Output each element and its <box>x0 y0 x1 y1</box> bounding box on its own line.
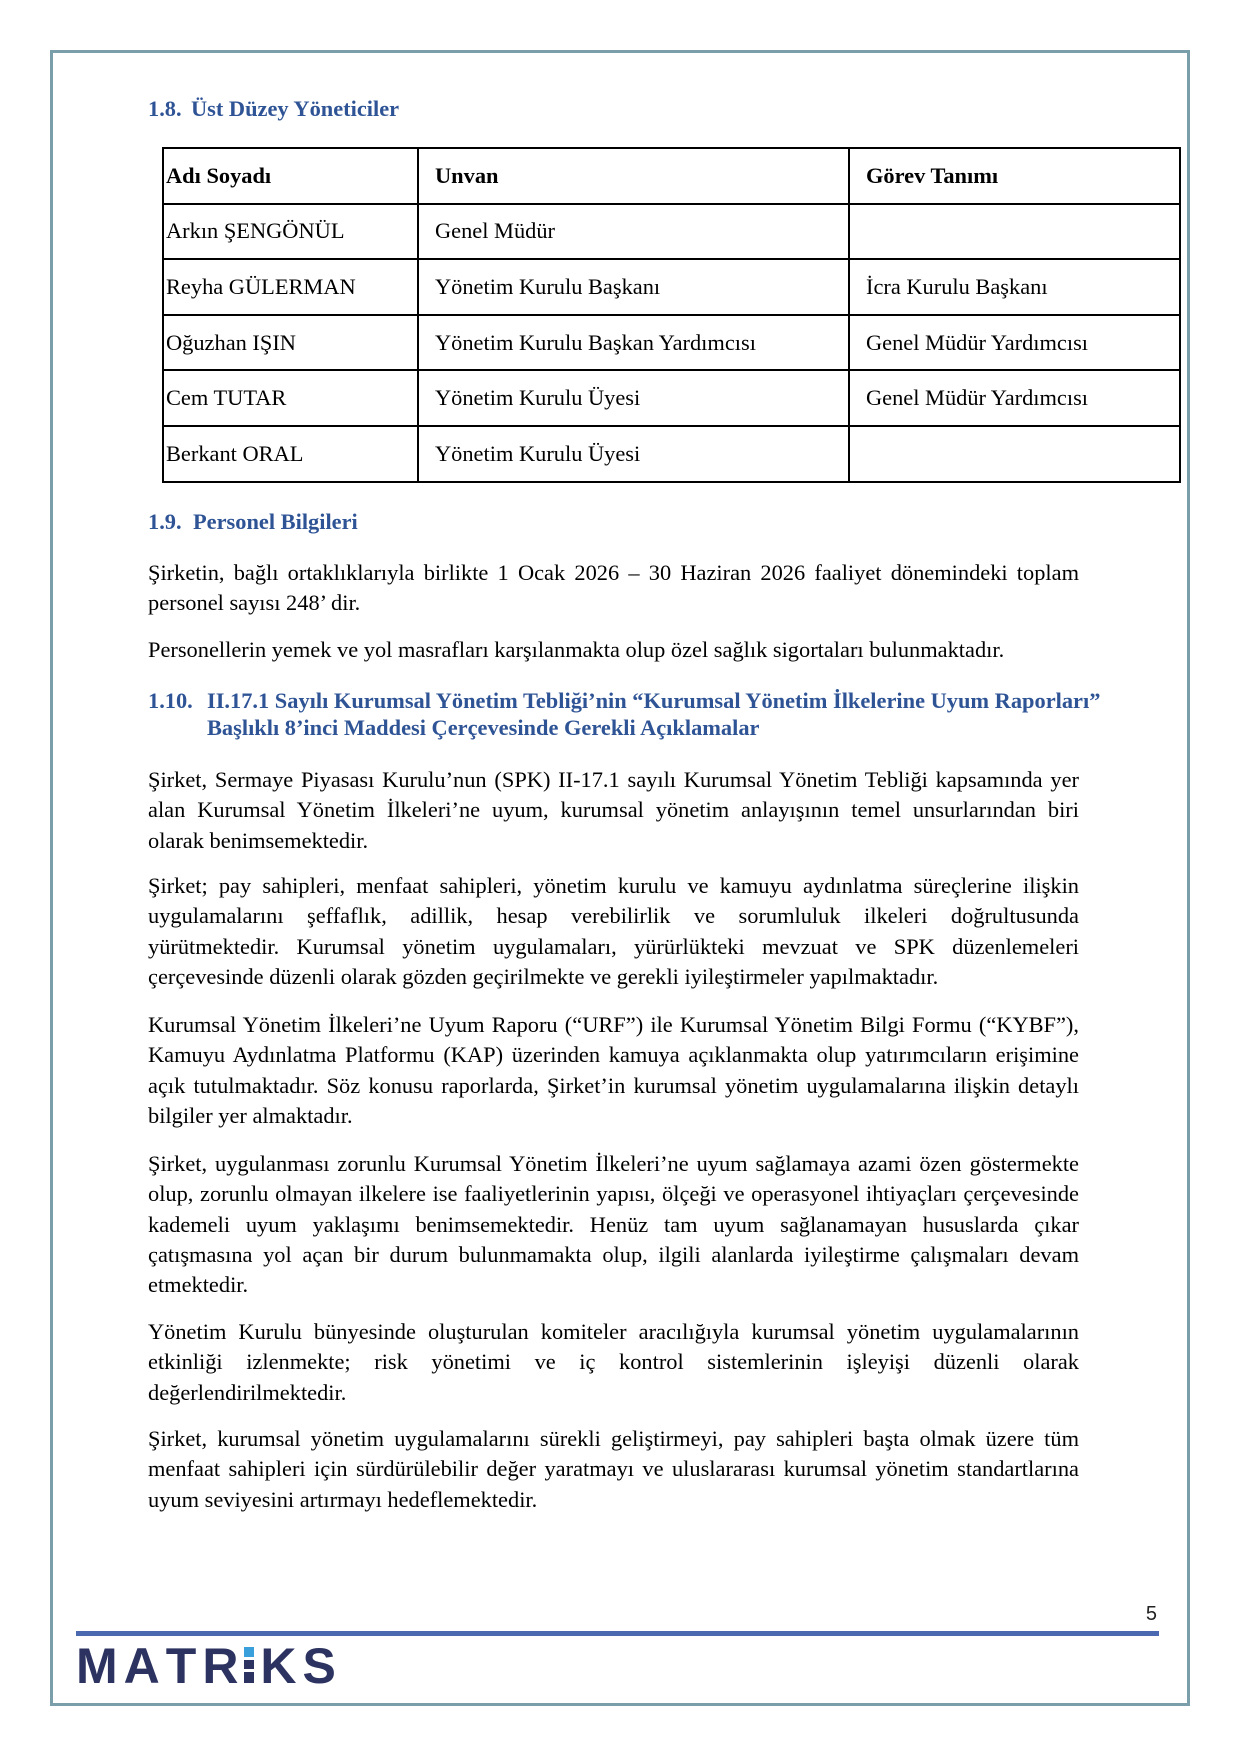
paragraph-line: çatışmasına yol açan bir durum bulunmamakta olup, ilgili alanlarda iyileştirme çalışmaları devam <box>148 1241 1079 1267</box>
footer-rule <box>76 1631 1159 1636</box>
paragraph-line: Şirket, uygulanması zorunlu Kurumsal Yönetim İlkeleri’ne uyum sağlamaya azami özen göstermekte <box>148 1151 1079 1176</box>
paragraph-line: açık tutulmaktadır. Söz konusu raporlarda, Şirket’in kurumsal yönetim uygulamalarına ilişkin detaylı <box>148 1072 1079 1098</box>
logo-letter: A <box>123 1638 160 1694</box>
section-number: 1.9. <box>148 509 182 534</box>
column-header: Görev Tanımı <box>849 148 1180 204</box>
logo-letter: M <box>76 1638 118 1694</box>
paragraph-governance <box>148 1424 1079 1515</box>
cell-title: Yönetim Kurulu Üyesi <box>418 426 849 482</box>
company-logo <box>76 1638 336 1694</box>
table-row <box>163 204 1180 260</box>
paragraph-line: personel sayısı 248’ dir. <box>148 590 361 616</box>
table-row <box>163 259 1180 315</box>
paragraph-line: alan Kurumsal Yönetim İlkeleri’ne uyum, kurumsal yönetim anlayışının temel unsurlarından biri <box>148 797 1079 823</box>
cell-title: Yönetim Kurulu Başkanı <box>418 259 849 315</box>
section-title-line: Başlıklı 8’inci Maddesi Çerçevesinde Gerekli Açıklamalar <box>207 715 760 740</box>
paragraph-line: Şirket, Sermaye Piyasası Kurulu’nun (SPK) II-17.1 sayılı Kurumsal Yönetim Tebliği kapsamında yer <box>148 767 1079 792</box>
section-heading-1-8 <box>148 94 399 123</box>
table-body <box>163 204 1180 482</box>
paragraph-line: olarak benimsemektedir. <box>148 827 369 853</box>
cell-name: Reyha GÜLERMAN <box>163 259 418 315</box>
paragraph-line: Kurumsal Yönetim İlkeleri’ne Uyum Raporu (“URF”) ile Kurumsal Yönetim Bilgi Formu (“KYBF”), <box>148 1012 1079 1037</box>
paragraph-governance <box>148 765 1079 856</box>
section-number: 1.8. <box>148 96 182 121</box>
paragraph-line: kademeli uyum yaklaşımı benimsemektedir. Henüz tam uyum sağlanamayan hususlarda çıkar <box>148 1211 1079 1237</box>
section-title: Üst Düzey Yöneticiler <box>191 96 400 121</box>
paragraph-line: Yönetim Kurulu bünyesinde oluşturulan komiteler aracılığıyla kurumsal yönetim uygulamalarının <box>148 1319 1079 1344</box>
cell-role <box>849 204 1180 260</box>
paragraph-line: Kamuyu Aydınlatma Platformu (KAP) üzerinden kamuya açıklanmakta olup yatırımcıların erişimine <box>148 1042 1079 1068</box>
paragraph-line: uygulamalarını şeffaflık, adillik, hesap verebilirlik ve sorumluluk ilkeleri doğrultusunda <box>148 903 1079 929</box>
cell-name: Cem TUTAR <box>163 370 418 426</box>
section-title: Personel Bilgileri <box>193 509 358 534</box>
section-title-line: II.17.1 Sayılı Kurumsal Yönetim Tebliği’nin “Kurumsal Yönetim İlkelerine Uyum Raporları” <box>207 688 1101 713</box>
paragraph-governance <box>148 1149 1079 1300</box>
paragraph-line: yürütmektedir. Kurumsal yönetim uygulamaları, yürürlükteki mevzuat ve SPK düzenlemeleri <box>148 933 1079 959</box>
section-number: 1.10. <box>148 688 193 713</box>
logo-mark-block <box>244 1660 254 1669</box>
table-header-row <box>163 148 1180 204</box>
executives-table <box>162 147 1181 483</box>
logo-letter: R <box>202 1638 239 1694</box>
paragraph-line: olup, zorunlu olmayan ilkelere ise faaliyetlerinin yapısı, ölçeği ve operasyonel ihtiyaçları çerçevesinde <box>148 1181 1079 1207</box>
paragraph-line: menfaat sahipleri için sürdürülebilir değer yaratmayı ve uluslararası kurumsal yönetim standartlarına <box>148 1456 1079 1482</box>
paragraph-line: çerçevesinde düzenli olarak gözden geçirilmekte ve gerekli iyileştirmeler yapılmaktadır. <box>148 963 939 989</box>
page-number: 5 <box>1145 1603 1157 1625</box>
paragraph-line: değerlendirilmektedir. <box>148 1379 347 1405</box>
paragraph-governance <box>148 871 1079 992</box>
paragraph-line: Şirket, kurumsal yönetim uygulamalarını sürekli geliştirmeyi, pay sahipleri başta olmak üzere tüm <box>148 1426 1079 1451</box>
section-title <box>207 687 1100 741</box>
logo-i-mark <box>244 1641 254 1691</box>
cell-title: Yönetim Kurulu Üyesi <box>418 370 849 426</box>
paragraph-governance <box>148 1010 1079 1131</box>
table-row <box>163 315 1180 371</box>
table-head <box>163 148 1180 204</box>
paragraph-line: etkinliği izlenmekte; risk yönetimi ve iç kontrol sistemlerinin işleyişi düzenli olarak <box>148 1349 1079 1375</box>
column-header: Unvan <box>418 148 849 204</box>
logo-mark-block <box>244 1647 254 1657</box>
cell-role: Genel Müdür Yardımcısı <box>849 315 1180 371</box>
paragraph-line: Şirketin, bağlı ortaklıklarıyla birlikte 1 Ocak 2026 – 30 Haziran 2026 faaliyet dönemindeki toplam <box>148 560 1079 585</box>
logo-letter: K <box>260 1638 297 1694</box>
paragraph-line: Şirket; pay sahipleri, menfaat sahipleri, yönetim kurulu ve kamuyu aydınlatma süreçlerine ilişkin <box>148 873 1079 898</box>
cell-name: Oğuzhan IŞIN <box>163 315 418 371</box>
paragraph-line: bilgiler yer almaktadır. <box>148 1102 353 1128</box>
table-row <box>163 426 1180 482</box>
logo-mark-block <box>244 1672 254 1683</box>
paragraph-personnel-benefits <box>148 635 1079 665</box>
cell-title: Genel Müdür <box>418 204 849 260</box>
paragraph-line: uyum seviyesini artırmayı hedeflemektedir. <box>148 1486 538 1512</box>
cell-role: Genel Müdür Yardımcısı <box>849 370 1180 426</box>
paragraph-line: etmektedir. <box>148 1272 249 1298</box>
cell-title: Yönetim Kurulu Başkan Yardımcısı <box>418 315 849 371</box>
logo-letter: S <box>302 1638 336 1694</box>
paragraph-governance <box>148 1317 1079 1408</box>
cell-name: Berkant ORAL <box>163 426 418 482</box>
logo-letter: T <box>165 1638 197 1694</box>
table-row <box>163 370 1180 426</box>
cell-name: Arkın ŞENGÖNÜL <box>163 204 418 260</box>
section-heading-1-10 <box>148 687 1100 741</box>
paragraph-personnel-count <box>148 558 1079 619</box>
cell-role: İcra Kurulu Başkanı <box>849 259 1180 315</box>
paragraph-line: Personellerin yemek ve yol masrafları karşılanmakta olup özel sağlık sigortaları bulunmaktadır. <box>148 637 1005 662</box>
column-header: Adı Soyadı <box>163 148 418 204</box>
section-heading-1-9 <box>148 507 358 536</box>
cell-role <box>849 426 1180 482</box>
